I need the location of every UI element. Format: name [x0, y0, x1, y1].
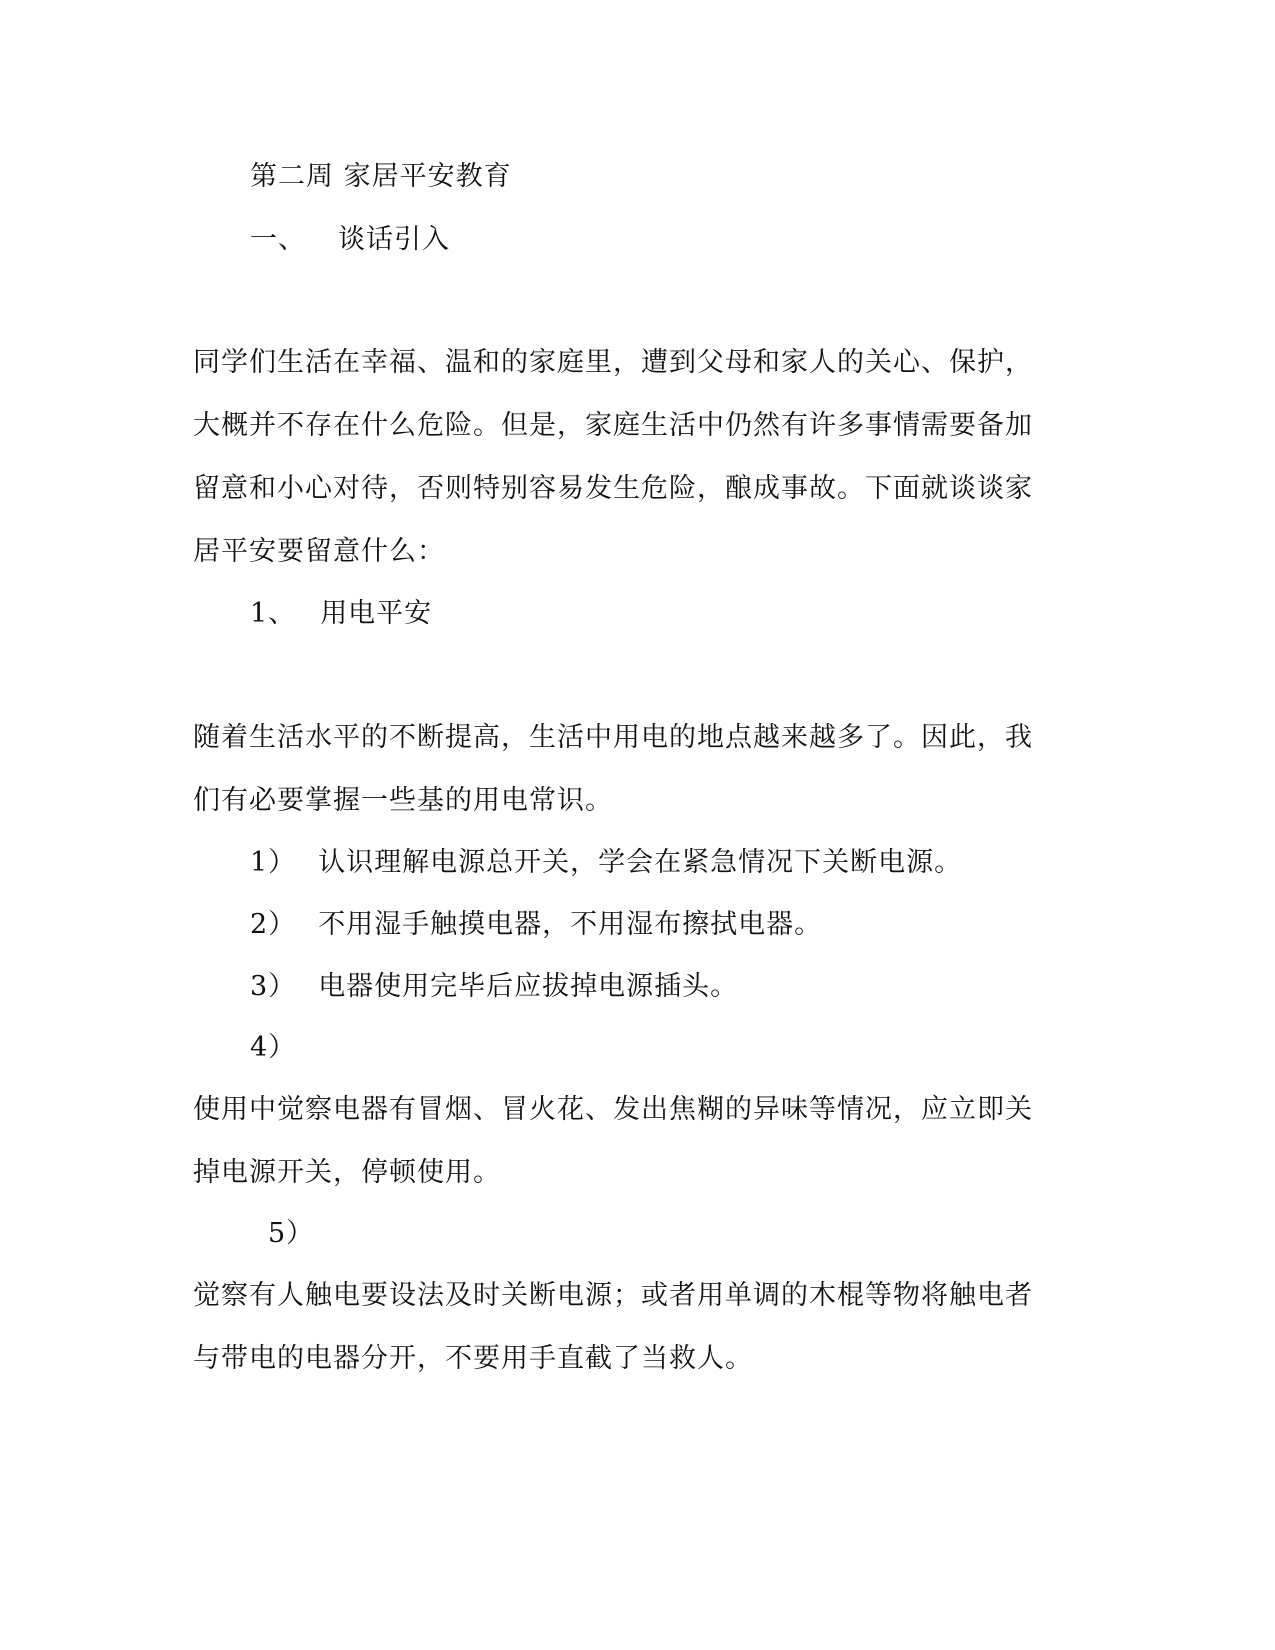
intro-line: 大概并不存在什么危险。但是，家庭生活中仍然有许多事情需要备加	[193, 410, 1033, 441]
rule-item	[250, 846, 962, 880]
rule-text-line: 掉电源开关，停顿使用。	[193, 1157, 501, 1188]
section-number: 一、	[250, 224, 306, 255]
rule-text-line: 使用中觉察电器有冒烟、冒火花、发出焦糊的异味等情况，应立即关	[193, 1094, 1033, 1125]
section-heading	[250, 223, 450, 257]
subsection-heading	[250, 597, 432, 631]
rule-text-line: 觉察有人触电要设法及时关断电源；或者用单调的木棍等物将触电者	[193, 1280, 1033, 1311]
rule-number: 3）	[250, 971, 297, 1002]
page-title: 第二周 家居平安教育	[250, 161, 512, 192]
intro-line: 同学们生活在幸福、温和的家庭里，遭到父母和家人的关心、保护，	[193, 347, 1033, 378]
section-heading-text: 谈话引入	[338, 224, 450, 255]
rule-number: 5）	[268, 1218, 315, 1249]
rule-item	[250, 970, 738, 1004]
rule-text: 电器使用完毕后应拔掉电源插头。	[318, 971, 739, 1002]
intro-line: 留意和小心对待，否则特别容易发生危险，酿成事故。下面就谈谈家	[193, 473, 1033, 504]
rule-text: 不用湿手触摸电器，不用湿布擦拭电器。	[318, 909, 823, 940]
electric-intro-line: 随着生活水平的不断提高，生活中用电的地点越来越多了。因此，我	[193, 722, 1033, 753]
rule-number: 1）	[250, 847, 297, 878]
rule-number: 4）	[250, 1032, 297, 1063]
electric-intro-line: 们有必要掌握一些基的用电常识。	[193, 785, 613, 816]
rule-number: 2）	[250, 909, 297, 940]
rule-item	[250, 908, 822, 942]
rule-text: 认识理解电源总开关，学会在紧急情况下关断电源。	[318, 847, 963, 878]
subsection-heading-text: 用电平安	[320, 598, 433, 629]
intro-line: 居平安要留意什么：	[193, 536, 445, 567]
subsection-number: 1、	[250, 598, 297, 629]
rule-text-line: 与带电的电器分开，不要用手直截了当救人。	[193, 1343, 753, 1374]
